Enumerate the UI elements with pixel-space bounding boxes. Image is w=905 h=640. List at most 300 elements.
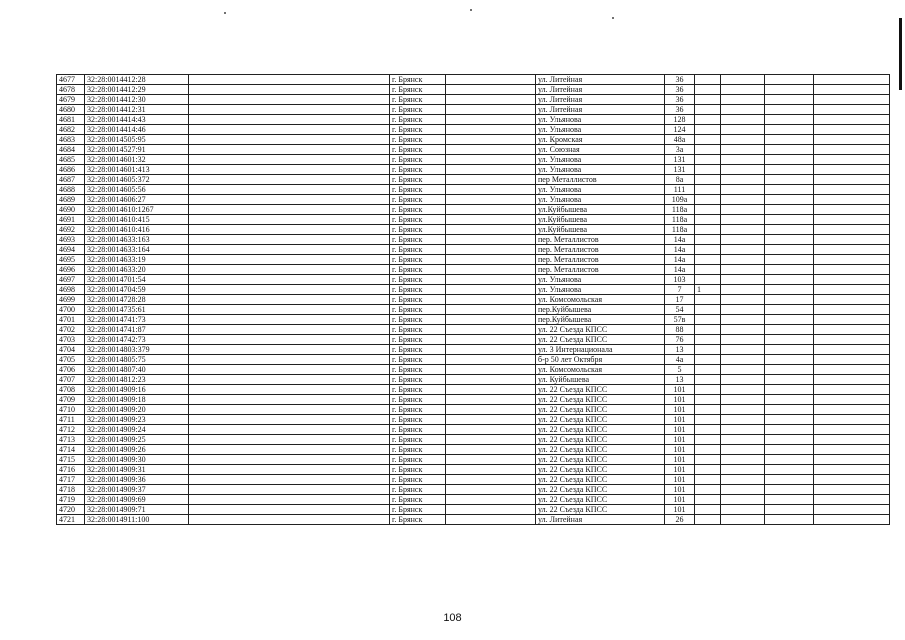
empty-cell [765, 235, 814, 245]
empty-cell [814, 305, 890, 315]
empty-cell [765, 415, 814, 425]
empty-cell [765, 85, 814, 95]
extra-cell [695, 165, 721, 175]
row-number-cell: 4706 [57, 365, 85, 375]
street-cell: ул. Литейная [536, 75, 665, 85]
empty-cell [765, 445, 814, 455]
extra-cell [695, 445, 721, 455]
empty-cell [189, 215, 390, 225]
row-number-cell: 4720 [57, 505, 85, 515]
empty-cell [721, 445, 765, 455]
cadastral-number-cell: 32:28:0014633:164 [85, 245, 189, 255]
cadastral-number-cell: 32:28:0014909:37 [85, 485, 189, 495]
empty-cell [189, 385, 390, 395]
empty-cell [765, 425, 814, 435]
table-row [57, 485, 890, 495]
row-number-cell: 4686 [57, 165, 85, 175]
empty-cell [765, 365, 814, 375]
empty-cell [721, 505, 765, 515]
house-number-cell: 101 [665, 505, 695, 515]
city-cell: г. Брянск [390, 185, 446, 195]
cadastral-number-cell: 32:28:0014909:71 [85, 505, 189, 515]
empty-cell [814, 375, 890, 385]
empty-cell [765, 305, 814, 315]
empty-cell [446, 95, 536, 105]
empty-cell [814, 315, 890, 325]
empty-cell [765, 205, 814, 215]
table-row [57, 165, 890, 175]
empty-cell [765, 485, 814, 495]
house-number-cell: 118а [665, 205, 695, 215]
house-number-cell: 13 [665, 375, 695, 385]
city-cell: г. Брянск [390, 515, 446, 525]
house-number-cell: 76 [665, 335, 695, 345]
house-number-cell: 103 [665, 275, 695, 285]
cadastral-number-cell: 32:28:0014633:19 [85, 255, 189, 265]
empty-cell [814, 125, 890, 135]
house-number-cell: 101 [665, 425, 695, 435]
empty-cell [189, 175, 390, 185]
scan-speck [224, 12, 226, 14]
extra-cell [695, 355, 721, 365]
cadastral-number-cell: 32:28:0014701:54 [85, 275, 189, 285]
house-number-cell: 36 [665, 95, 695, 105]
table-row [57, 245, 890, 255]
city-cell: г. Брянск [390, 415, 446, 425]
empty-cell [446, 85, 536, 95]
empty-cell [814, 95, 890, 105]
street-cell: ул. Литейная [536, 105, 665, 115]
cadastral-number-cell: 32:28:0014601:413 [85, 165, 189, 175]
table-row [57, 305, 890, 315]
empty-cell [814, 465, 890, 475]
extra-cell [695, 235, 721, 245]
house-number-cell: 101 [665, 445, 695, 455]
empty-cell [814, 215, 890, 225]
house-number-cell: 5 [665, 365, 695, 375]
house-number-cell: 111 [665, 185, 695, 195]
cadastral-number-cell: 32:28:0014741:73 [85, 315, 189, 325]
street-cell: ул. Ульянова [536, 195, 665, 205]
city-cell: г. Брянск [390, 85, 446, 95]
table-row [57, 465, 890, 475]
empty-cell [189, 335, 390, 345]
city-cell: г. Брянск [390, 175, 446, 185]
table-row [57, 375, 890, 385]
empty-cell [446, 255, 536, 265]
empty-cell [721, 275, 765, 285]
extra-cell [695, 505, 721, 515]
empty-cell [446, 165, 536, 175]
empty-cell [814, 335, 890, 345]
empty-cell [814, 165, 890, 175]
row-number-cell: 4693 [57, 235, 85, 245]
street-cell: ул. 22 Съезда КПСС [536, 495, 665, 505]
empty-cell [721, 145, 765, 155]
empty-cell [765, 465, 814, 475]
table-row [57, 415, 890, 425]
empty-cell [446, 435, 536, 445]
row-number-cell: 4677 [57, 75, 85, 85]
city-cell: г. Брянск [390, 215, 446, 225]
cadastral-number-cell: 32:28:0014812:23 [85, 375, 189, 385]
extra-cell [695, 345, 721, 355]
table-row [57, 335, 890, 345]
empty-cell [721, 215, 765, 225]
empty-cell [189, 275, 390, 285]
empty-cell [189, 485, 390, 495]
empty-cell [189, 505, 390, 515]
empty-cell [721, 85, 765, 95]
empty-cell [446, 265, 536, 275]
cadastral-number-cell: 32:28:0014728:28 [85, 295, 189, 305]
empty-cell [446, 185, 536, 195]
row-number-cell: 4689 [57, 195, 85, 205]
cadastral-number-cell: 32:28:0014909:69 [85, 495, 189, 505]
row-number-cell: 4711 [57, 415, 85, 425]
empty-cell [446, 515, 536, 525]
empty-cell [814, 205, 890, 215]
street-cell: ул. 22 Съезда КПСС [536, 455, 665, 465]
empty-cell [446, 495, 536, 505]
extra-cell [695, 145, 721, 155]
table-row [57, 385, 890, 395]
empty-cell [721, 315, 765, 325]
extra-cell [695, 85, 721, 95]
empty-cell [189, 445, 390, 455]
empty-cell [446, 365, 536, 375]
city-cell: г. Брянск [390, 445, 446, 455]
city-cell: г. Брянск [390, 205, 446, 215]
empty-cell [765, 175, 814, 185]
house-number-cell: 4а [665, 355, 695, 365]
city-cell: г. Брянск [390, 145, 446, 155]
city-cell: г. Брянск [390, 295, 446, 305]
house-number-cell: 131 [665, 165, 695, 175]
table-row [57, 95, 890, 105]
row-number-cell: 4708 [57, 385, 85, 395]
empty-cell [765, 495, 814, 505]
extra-cell [695, 365, 721, 375]
city-cell: г. Брянск [390, 195, 446, 205]
empty-cell [814, 505, 890, 515]
empty-cell [446, 485, 536, 495]
empty-cell [721, 385, 765, 395]
cadastral-number-cell: 32:28:0014412:31 [85, 105, 189, 115]
empty-cell [765, 505, 814, 515]
street-cell: ул. Комсомольская [536, 365, 665, 375]
empty-cell [721, 155, 765, 165]
empty-cell [189, 435, 390, 445]
empty-cell [721, 125, 765, 135]
street-cell: ул. 22 Съезда КПСС [536, 505, 665, 515]
city-cell: г. Брянск [390, 165, 446, 175]
empty-cell [189, 425, 390, 435]
extra-cell [695, 375, 721, 385]
row-number-cell: 4709 [57, 395, 85, 405]
extra-cell [695, 275, 721, 285]
extra-cell [695, 215, 721, 225]
empty-cell [765, 515, 814, 525]
table-row [57, 505, 890, 515]
city-cell: г. Брянск [390, 95, 446, 105]
empty-cell [721, 485, 765, 495]
city-cell: г. Брянск [390, 345, 446, 355]
city-cell: г. Брянск [390, 245, 446, 255]
city-cell: г. Брянск [390, 335, 446, 345]
empty-cell [721, 425, 765, 435]
empty-cell [189, 145, 390, 155]
extra-cell [695, 185, 721, 195]
cadastral-number-cell: 32:28:0014742:73 [85, 335, 189, 345]
empty-cell [814, 135, 890, 145]
empty-cell [189, 355, 390, 365]
street-cell: ул. 22 Съезда КПСС [536, 435, 665, 445]
cadastral-number-cell: 32:28:0014807:40 [85, 365, 189, 375]
empty-cell [446, 245, 536, 255]
row-number-cell: 4719 [57, 495, 85, 505]
empty-cell [446, 315, 536, 325]
table-row [57, 295, 890, 305]
empty-cell [765, 95, 814, 105]
row-number-cell: 4707 [57, 375, 85, 385]
city-cell: г. Брянск [390, 125, 446, 135]
house-number-cell: 88 [665, 325, 695, 335]
street-cell: пер Металлистов [536, 175, 665, 185]
cadastral-number-cell: 32:28:0014741:87 [85, 325, 189, 335]
extra-cell [695, 175, 721, 185]
row-number-cell: 4680 [57, 105, 85, 115]
street-cell: пер. Металлистов [536, 245, 665, 255]
city-cell: г. Брянск [390, 225, 446, 235]
empty-cell [814, 225, 890, 235]
empty-cell [814, 255, 890, 265]
house-number-cell: 13 [665, 345, 695, 355]
empty-cell [189, 265, 390, 275]
empty-cell [814, 155, 890, 165]
house-number-cell: 7 [665, 285, 695, 295]
empty-cell [721, 185, 765, 195]
extra-cell [695, 515, 721, 525]
cadastral-number-cell: 32:28:0014606:27 [85, 195, 189, 205]
empty-cell [446, 335, 536, 345]
empty-cell [765, 345, 814, 355]
empty-cell [189, 245, 390, 255]
extra-cell [695, 455, 721, 465]
empty-cell [189, 315, 390, 325]
empty-cell [446, 385, 536, 395]
table-row [57, 235, 890, 245]
empty-cell [814, 295, 890, 305]
table-row [57, 345, 890, 355]
row-number-cell: 4678 [57, 85, 85, 95]
extra-cell [695, 105, 721, 115]
extra-cell [695, 115, 721, 125]
row-number-cell: 4712 [57, 425, 85, 435]
extra-cell [695, 425, 721, 435]
city-cell: г. Брянск [390, 285, 446, 295]
city-cell: г. Брянск [390, 325, 446, 335]
house-number-cell: 14а [665, 255, 695, 265]
empty-cell [446, 305, 536, 315]
table-row [57, 85, 890, 95]
empty-cell [189, 475, 390, 485]
empty-cell [814, 185, 890, 195]
extra-cell [695, 305, 721, 315]
table-row [57, 115, 890, 125]
street-cell: ул. Ульянова [536, 125, 665, 135]
empty-cell [189, 395, 390, 405]
street-cell: б-р 50 лет Октября [536, 355, 665, 365]
cadastral-number-cell: 32:28:0014605:56 [85, 185, 189, 195]
empty-cell [446, 475, 536, 485]
table-row [57, 255, 890, 265]
empty-cell [814, 515, 890, 525]
street-cell: ул. Ульянова [536, 185, 665, 195]
extra-cell [695, 135, 721, 145]
table-row [57, 405, 890, 415]
street-cell: ул. 22 Съезда КПСС [536, 325, 665, 335]
house-number-cell: 101 [665, 405, 695, 415]
empty-cell [814, 495, 890, 505]
extra-cell [695, 195, 721, 205]
extra-cell [695, 225, 721, 235]
empty-cell [446, 455, 536, 465]
cadastral-number-cell: 32:28:0014633:163 [85, 235, 189, 245]
table-row [57, 175, 890, 185]
empty-cell [721, 225, 765, 235]
cadastral-number-cell: 32:28:0014805:75 [85, 355, 189, 365]
empty-cell [814, 395, 890, 405]
city-cell: г. Брянск [390, 75, 446, 85]
empty-cell [765, 375, 814, 385]
street-cell: ул. 22 Съезда КПСС [536, 465, 665, 475]
row-number-cell: 4721 [57, 515, 85, 525]
empty-cell [721, 135, 765, 145]
empty-cell [721, 455, 765, 465]
cadastral-number-cell: 32:28:0014909:24 [85, 425, 189, 435]
extra-cell [695, 205, 721, 215]
street-cell: ул. Ульянова [536, 165, 665, 175]
empty-cell [189, 345, 390, 355]
street-cell: ул. Ульянова [536, 115, 665, 125]
empty-cell [721, 175, 765, 185]
empty-cell [721, 75, 765, 85]
row-number-cell: 4713 [57, 435, 85, 445]
street-cell: ул. Куйбышева [536, 375, 665, 385]
empty-cell [814, 235, 890, 245]
empty-cell [189, 195, 390, 205]
row-number-cell: 4710 [57, 405, 85, 415]
row-number-cell: 4691 [57, 215, 85, 225]
house-number-cell: 101 [665, 395, 695, 405]
empty-cell [189, 125, 390, 135]
row-number-cell: 4698 [57, 285, 85, 295]
row-number-cell: 4697 [57, 275, 85, 285]
table-row [57, 145, 890, 155]
row-number-cell: 4679 [57, 95, 85, 105]
empty-cell [814, 445, 890, 455]
house-number-cell: 48а [665, 135, 695, 145]
street-cell: ул. Ульянова [536, 155, 665, 165]
empty-cell [765, 255, 814, 265]
empty-cell [765, 165, 814, 175]
empty-cell [814, 265, 890, 275]
empty-cell [721, 475, 765, 485]
row-number-cell: 4685 [57, 155, 85, 165]
street-cell: ул. 22 Съезда КПСС [536, 405, 665, 415]
empty-cell [765, 225, 814, 235]
table-row [57, 105, 890, 115]
house-number-cell: 118а [665, 215, 695, 225]
empty-cell [721, 495, 765, 505]
empty-cell [446, 205, 536, 215]
empty-cell [814, 325, 890, 335]
extra-cell [695, 265, 721, 275]
empty-cell [721, 265, 765, 275]
empty-cell [765, 115, 814, 125]
table-row [57, 495, 890, 505]
row-number-cell: 4682 [57, 125, 85, 135]
empty-cell [189, 455, 390, 465]
empty-cell [446, 145, 536, 155]
empty-cell [446, 465, 536, 475]
table-row [57, 265, 890, 275]
empty-cell [721, 105, 765, 115]
cadastral-number-cell: 32:28:0014610:1267 [85, 205, 189, 215]
city-cell: г. Брянск [390, 405, 446, 415]
row-number-cell: 4695 [57, 255, 85, 265]
empty-cell [765, 75, 814, 85]
table-row [57, 515, 890, 525]
empty-cell [814, 85, 890, 95]
scan-speck [470, 9, 472, 11]
city-cell: г. Брянск [390, 365, 446, 375]
empty-cell [446, 325, 536, 335]
extra-cell [695, 315, 721, 325]
empty-cell [446, 345, 536, 355]
empty-cell [446, 405, 536, 415]
empty-cell [189, 295, 390, 305]
row-number-cell: 4699 [57, 295, 85, 305]
empty-cell [446, 275, 536, 285]
extra-cell: 1 [695, 285, 721, 295]
house-number-cell: 14а [665, 245, 695, 255]
house-number-cell: 8а [665, 175, 695, 185]
cadastral-number-cell: 32:28:0014610:415 [85, 215, 189, 225]
empty-cell [189, 185, 390, 195]
empty-cell [814, 275, 890, 285]
empty-cell [765, 285, 814, 295]
empty-cell [721, 365, 765, 375]
empty-cell [765, 335, 814, 345]
empty-cell [765, 245, 814, 255]
empty-cell [765, 435, 814, 445]
empty-cell [446, 295, 536, 305]
empty-cell [189, 255, 390, 265]
house-number-cell: 36 [665, 75, 695, 85]
empty-cell [765, 185, 814, 195]
cadastral-number-cell: 32:28:0014909:20 [85, 405, 189, 415]
street-cell: ул.Куйбышева [536, 205, 665, 215]
empty-cell [765, 405, 814, 415]
empty-cell [765, 215, 814, 225]
empty-cell [814, 355, 890, 365]
street-cell: ул. 3 Интернационала [536, 345, 665, 355]
row-number-cell: 4687 [57, 175, 85, 185]
empty-cell [446, 125, 536, 135]
city-cell: г. Брянск [390, 115, 446, 125]
